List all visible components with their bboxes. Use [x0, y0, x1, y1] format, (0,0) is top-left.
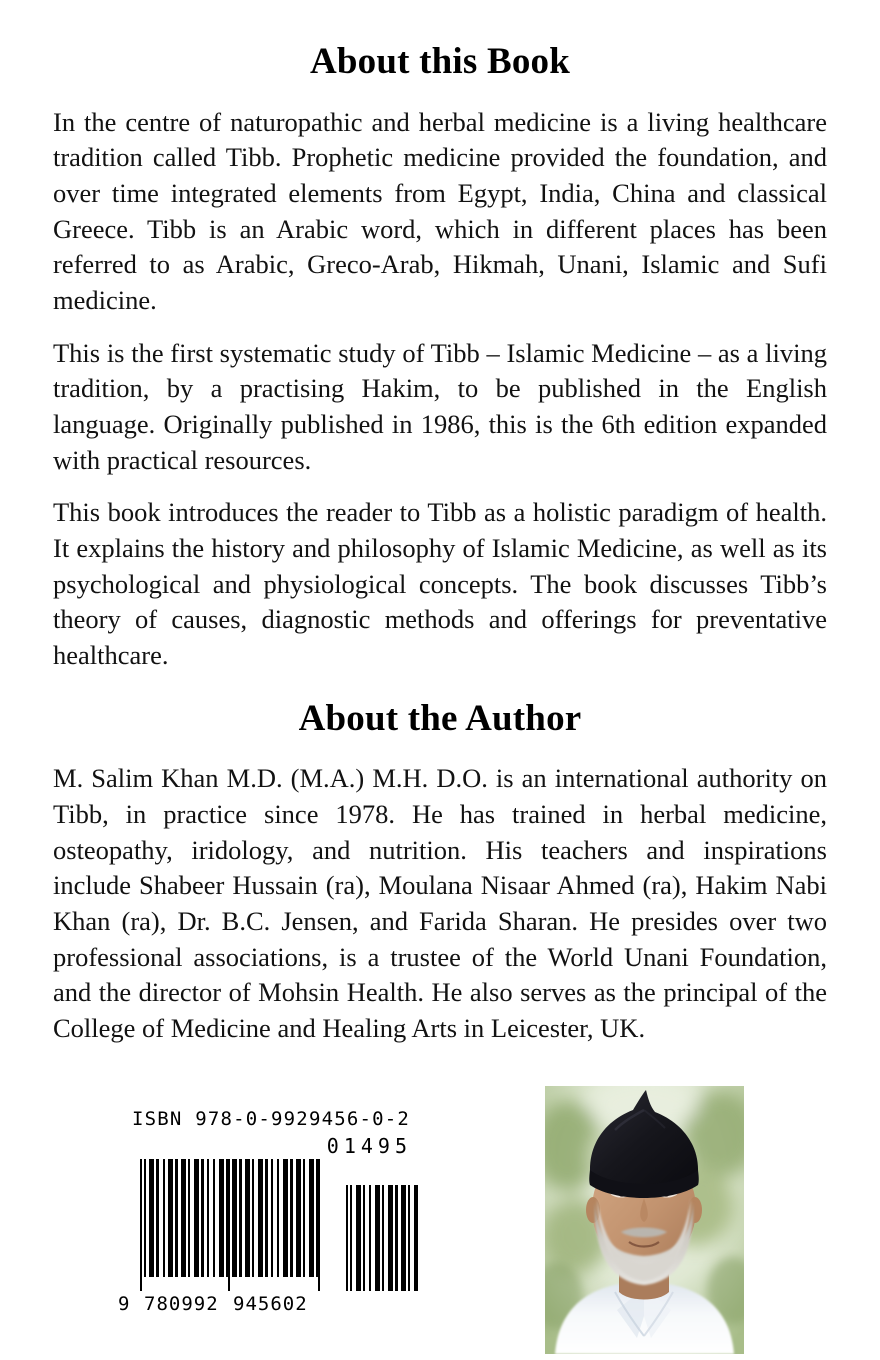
isbn-number-label: ISBN 978-0-9929456-0-2	[132, 1108, 411, 1130]
ean13-bars	[140, 1159, 320, 1277]
author-portrait-photo	[545, 1086, 744, 1354]
barcode-guard-right	[318, 1159, 320, 1291]
ean-right-group-digits: 945602	[233, 1293, 308, 1315]
ean-left-group-digits: 780992	[144, 1293, 219, 1315]
barcode-guard-middle	[228, 1159, 230, 1291]
about-book-paragraph-1: In the centre of naturopathic and herbal medicine is a living healthcare tradition called Tibb. Prophetic medicine provided the foundation, and over time integrated elements from Egypt, India, China and classical Greece. Tibb is an Arabic word, which in different places has been referred to as Arabic, Greco-Arab, Hikmah, Unani, Islamic and Sufi medicine.	[53, 106, 827, 316]
isbn-barcode	[118, 1110, 418, 1317]
ean5-addon-bars	[346, 1185, 418, 1291]
about-this-book-body	[53, 105, 827, 674]
ean-lead-digit: 9	[118, 1293, 130, 1315]
cover-footer	[0, 1072, 880, 1360]
about-the-author-heading: About the Author	[298, 698, 582, 740]
about-this-book-heading: About this Book	[309, 41, 571, 82]
ean13-digit-row	[118, 1293, 418, 1317]
author-portrait-illustration	[545, 1086, 744, 1354]
price-addon-digits: 01495	[326, 1134, 412, 1158]
about-the-author-body	[53, 761, 827, 1046]
about-book-paragraph-3: This book introduces the reader to Tibb as a holistic paradigm of health. It explains the history and philosophy of Islamic Medicine, as well as its psychological and physiological concepts. The book discusses Tibb’s theory of causes, diagnostic methods and offerings for preventative healthcare.	[53, 497, 827, 670]
about-book-paragraph-2: This is the first systematic study of Tibb – Islamic Medicine – as a living tradition, by a practising Hakim, to be published in the English language. Originally published in 1986, this is the 6th edition expanded with practical resources.	[53, 337, 827, 475]
about-author-paragraph-1: M. Salim Khan M.D. (M.A.) M.H. D.O. is an international authority on Tibb, in practice since 1978. He has trained in herbal medicine, osteopathy, iridology, and nutrition. His teachers and inspirations include Shabeer Hussain (ra), Moulana Nisaar Ahmed (ra), Hakim Nabi Khan (ra), Dr. B.C. Jensen, and Farida Sharan. He presides over two professional associations, is a trustee of the World Unani Foundation, and the director of Mohsin Health. He also serves as the principal of the College of Medicine and Healing Arts in Leicester, UK.	[53, 763, 827, 1043]
barcode-guard-left	[140, 1159, 142, 1291]
barcode-bars-row	[118, 1159, 418, 1291]
